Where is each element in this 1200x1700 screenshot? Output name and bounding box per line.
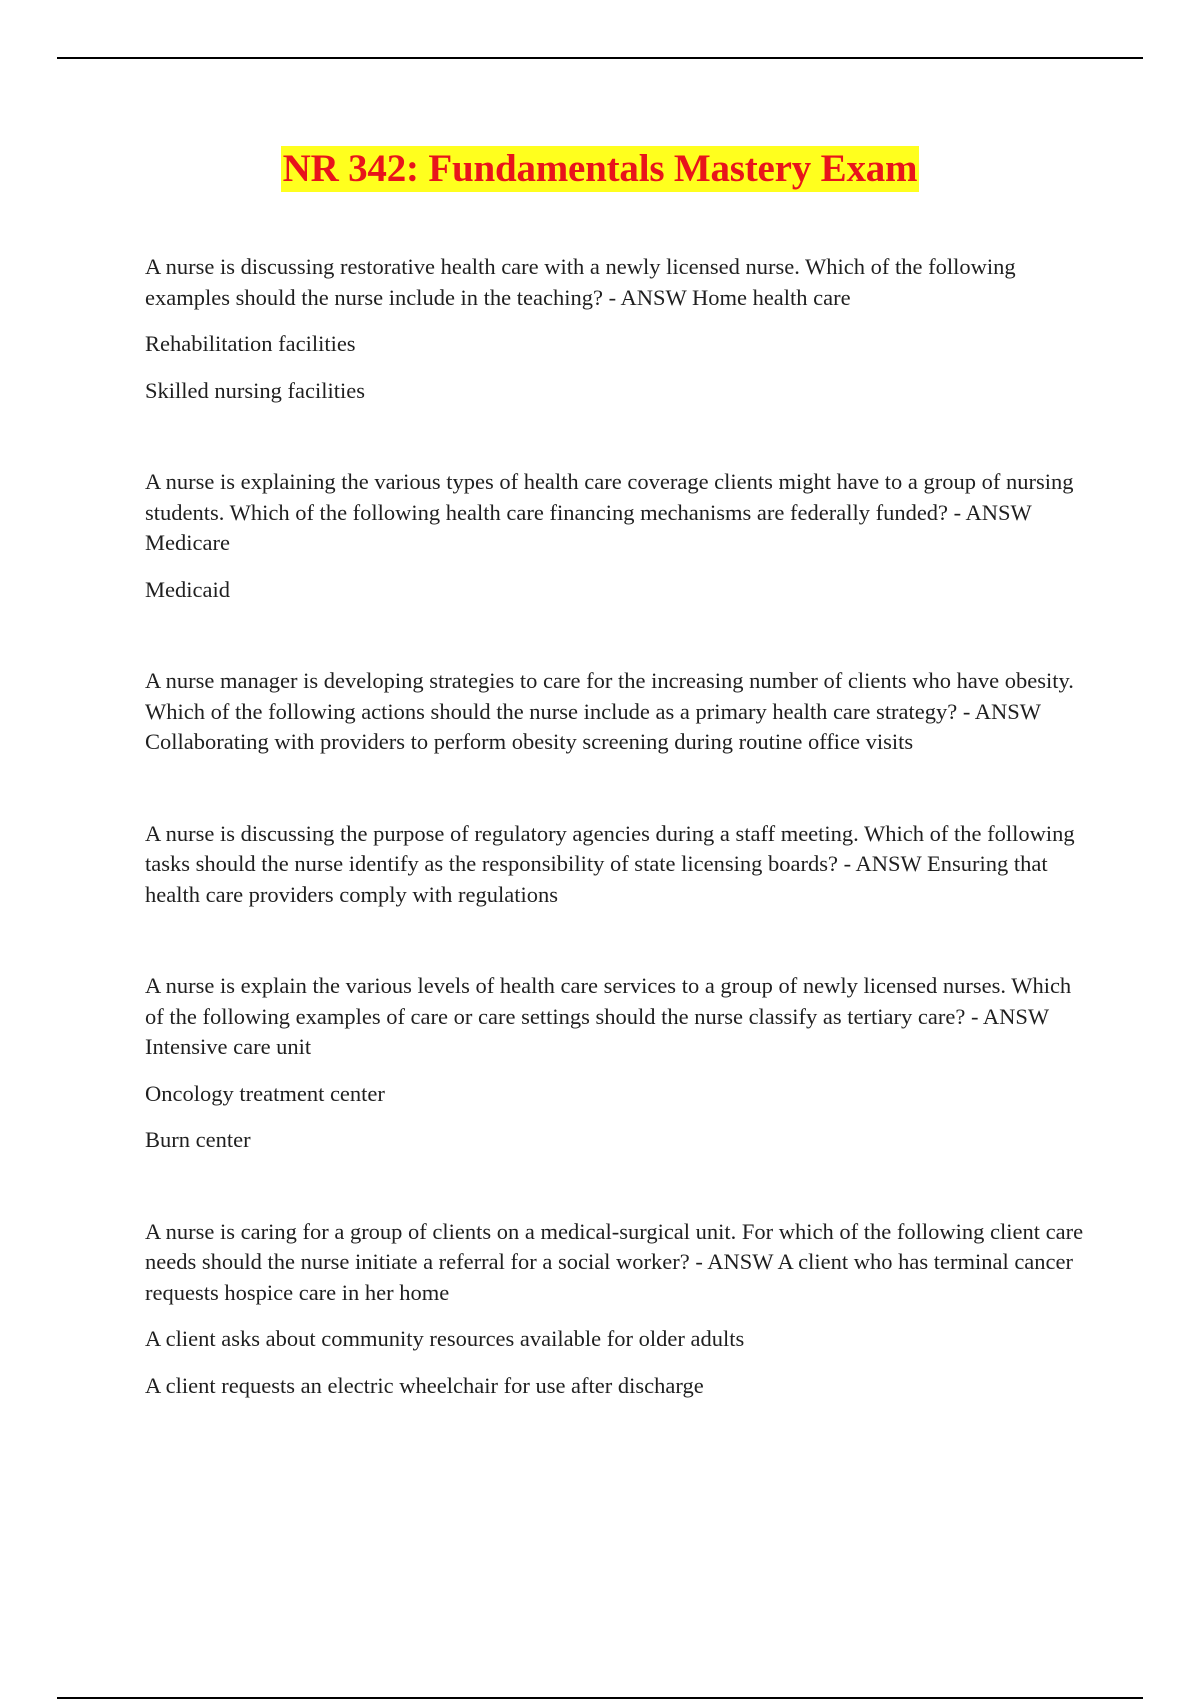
question-text: A nurse is explaining the various types of health care coverage clients might have to a group of nursing students. Which of the following health care financing mechanisms are federally funded? - ANSW Medicare [145,469,1074,555]
answer-option: A client requests an electric wheelchair for use after discharge [145,1372,704,1398]
footer-rule [57,1697,1143,1699]
document-body [145,252,1095,1401]
answer-option: Burn center [145,1127,251,1152]
answer-option: A client asks about community resources available for older adults [145,1326,745,1351]
answer-option: Medicaid [145,576,230,602]
answer-option: Skilled nursing facilities [145,377,365,403]
question-text: A nurse is caring for a group of clients on a medical-surgical unit. For which of the following client care needs should the nurse initiate a referral for a social worker? - ANSW A client who has terminal cancer requests hospice care in her home [145,1218,1084,1305]
qa-item-5 [145,971,1095,1156]
question-text: A nurse is discussing the purpose of regulatory agencies during a staff meeting. Which of the following tasks should the nurse identify as the responsibility of state licensing boards? - ANSW Ensuring that health care providers comply with regulations [145,820,1075,907]
qa-item-4 [145,819,1095,911]
title-container [0,146,1200,192]
answer-option: Rehabilitation facilities [145,331,356,356]
header-rule [57,57,1143,59]
question-text: A nurse is explain the various levels of health care services to a group of newly licensed nurses. Which of the following examples of care or care settings should the nurse classify as tertiary care? - ANSW Intensive care unit [145,973,1072,1059]
qa-item-2 [145,467,1095,605]
document-title: NR 342: Fundamentals Mastery Exam [282,147,918,190]
qa-item-1 [145,252,1095,406]
qa-item-3 [145,666,1095,758]
question-text: A nurse is discussing restorative health care with a newly licensed nurse. Which of the following examples should the nurse include in the teaching? - ANSW Home health care [145,254,1016,310]
answer-option: Oncology treatment center [145,1080,385,1106]
qa-item-6 [145,1217,1095,1402]
question-text: A nurse manager is developing strategies to care for the increasing number of clients who have obesity. Which of the following actions should the nurse include as a primary health care strategy? - ANSW Collaborating with providers to perform obesity screening during routine office visits [145,668,1074,754]
